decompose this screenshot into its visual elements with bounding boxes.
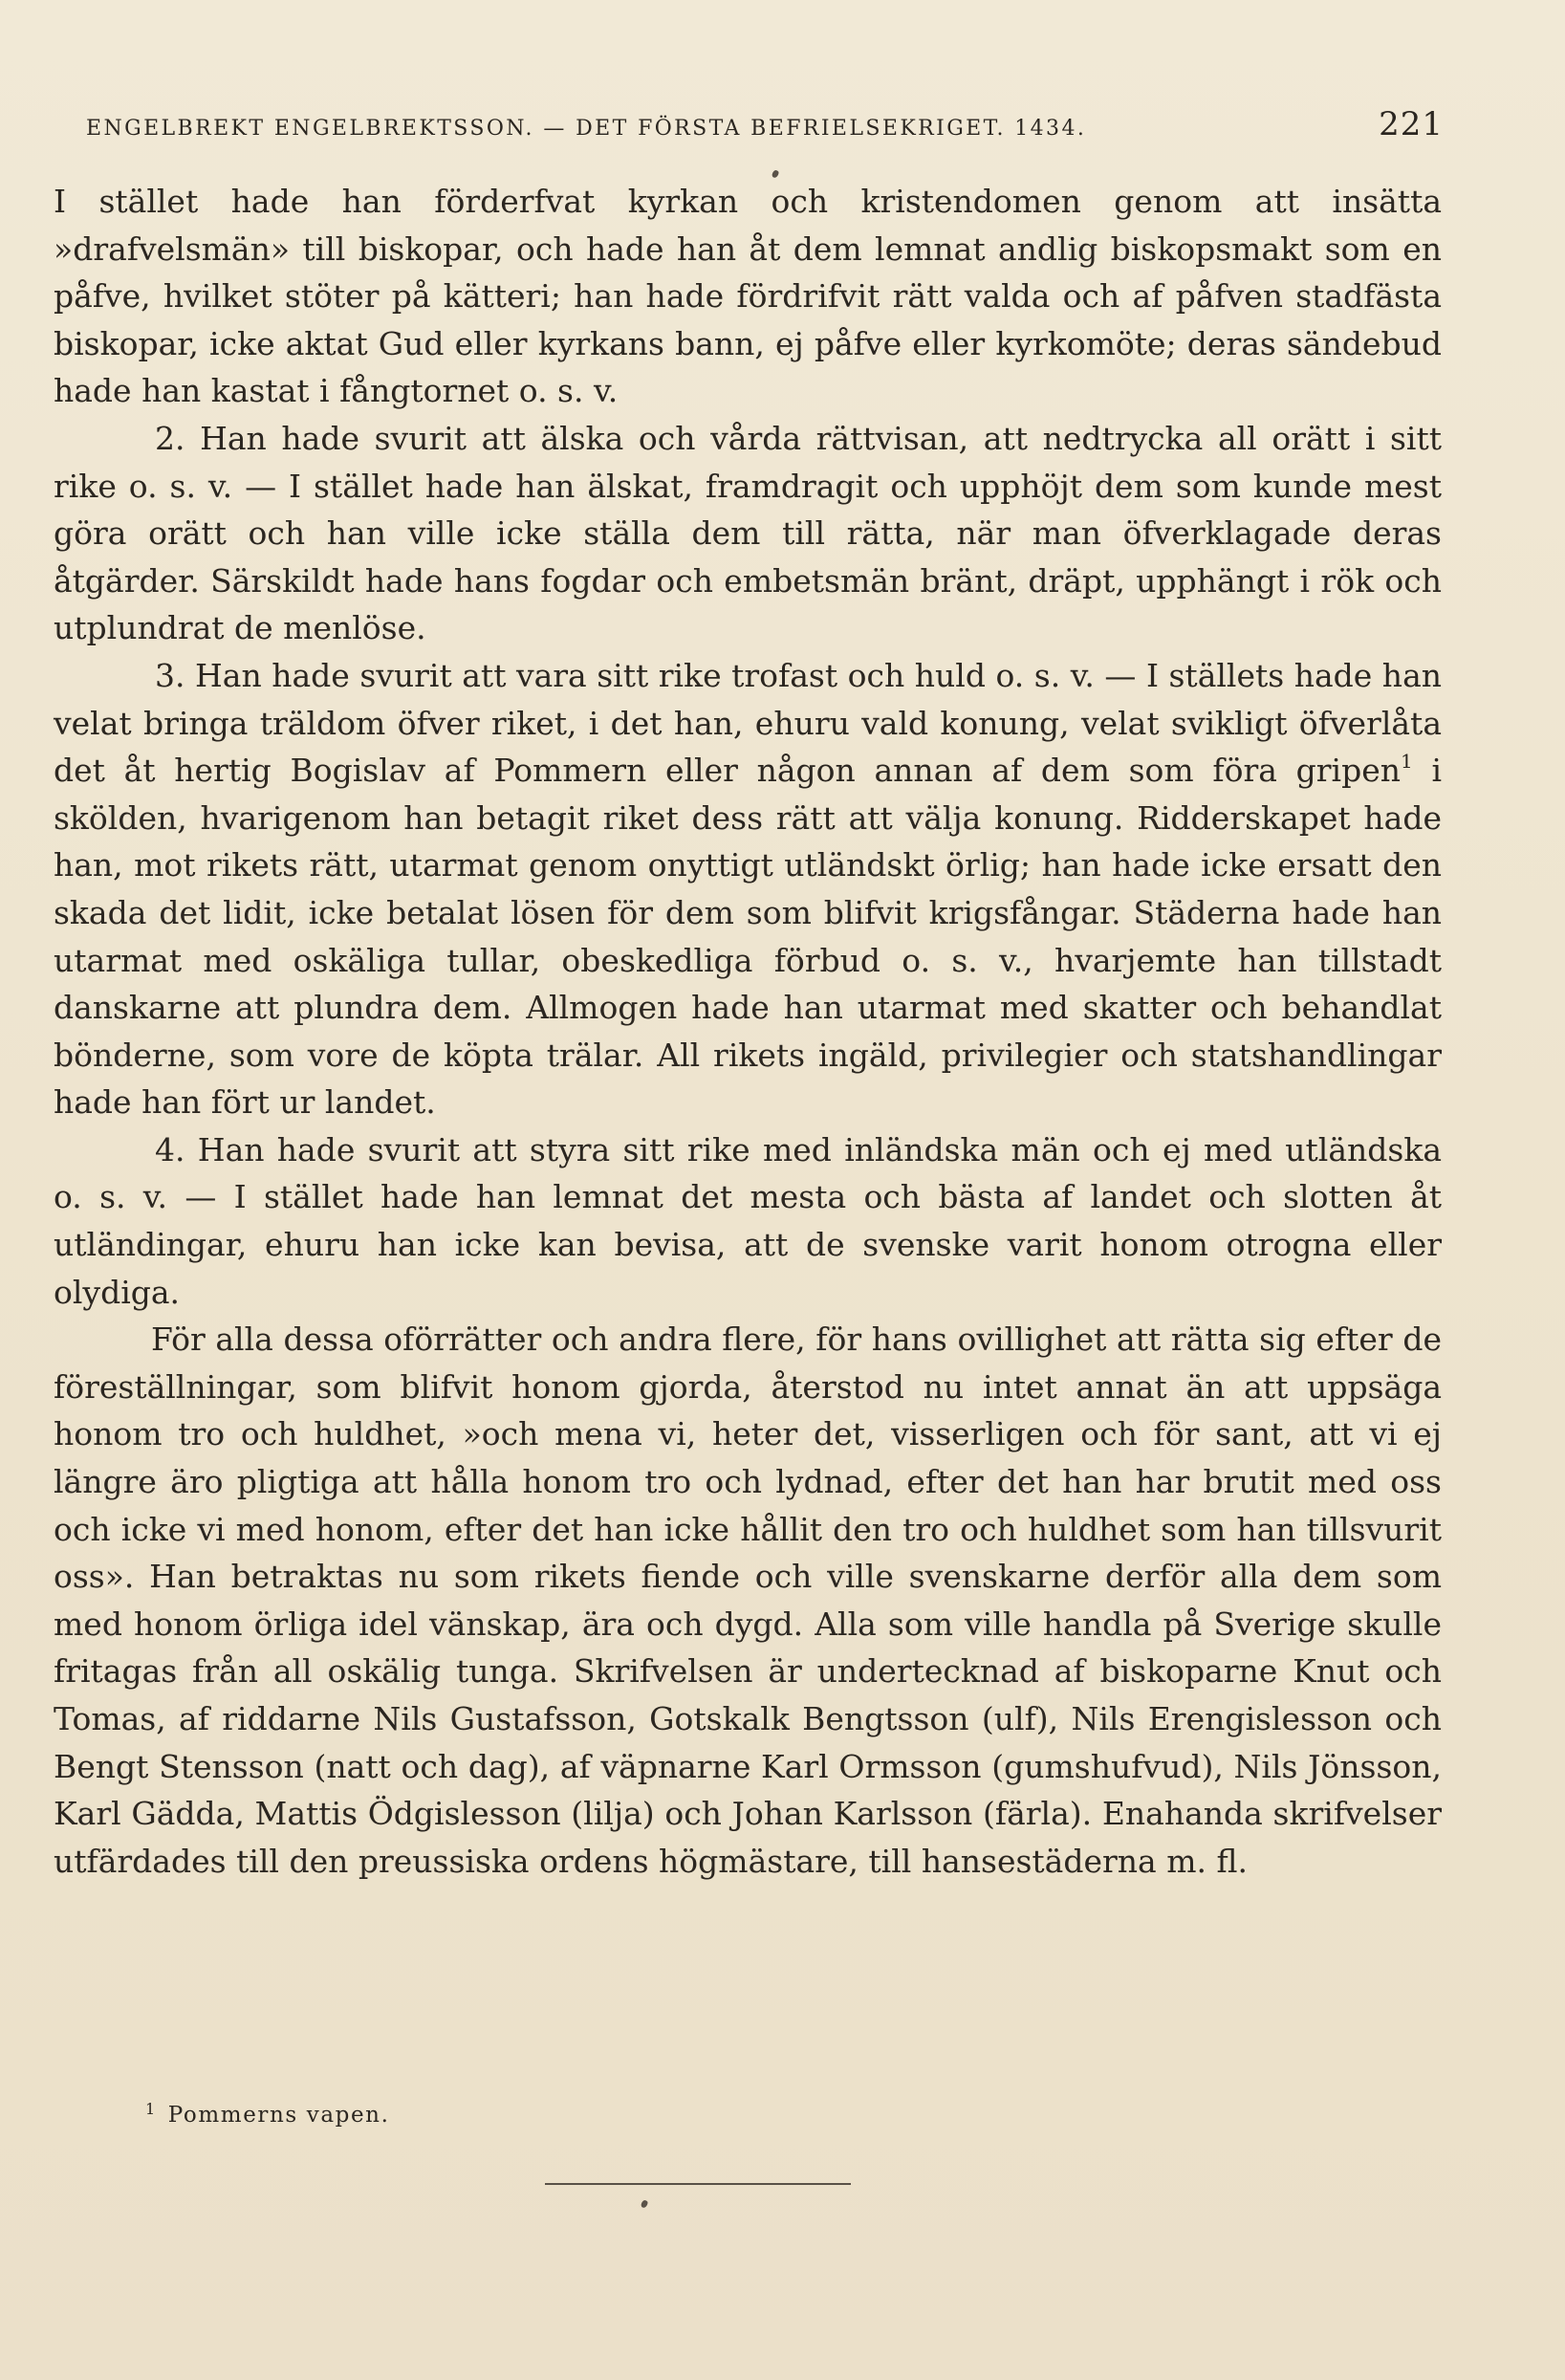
- text-line: af riddarne Nils Gustafsson, Gotskalk Bengtsson (ulf), Nils Erengislesson och: [179, 1700, 1442, 1737]
- running-head: [86, 105, 1444, 149]
- paragraph-5: [54, 1316, 1442, 1885]
- running-head-title: ENGELBREKT ENGELBREKTSSON. — DET FÖRSTA BEFRIELSEKRIGET. 1434.: [86, 117, 1087, 141]
- text-line: Bengt Stensson (natt och dag), af väpnarne Karl Ormsson (gumshufvud),: [54, 1747, 1234, 1785]
- text-line: som en påfve, hvilket stöter på kätteri; han hade fördrifvit rätt valda och af: [54, 229, 1442, 316]
- footnote-reference[interactable]: 1: [1401, 750, 1413, 774]
- text-line: än att uppsäga honom tro och huldhet, »och mena vi, heter det, visserligen: [54, 1367, 1442, 1453]
- end-rule: [545, 2183, 851, 2185]
- text-line: hållit den tro och huldhet som han tillsvurit oss». Han betraktas nu som: [54, 1510, 1442, 1596]
- ink-speck: [641, 2199, 649, 2209]
- text-line: och slotten åt utländingar, ehuru han icke kan bevisa, att de svenske varit: [54, 1178, 1443, 1264]
- text-line: »drafvelsmän» till biskopar, och hade han åt dem lemnat andlig biskopsmakt: [54, 229, 1325, 268]
- text-line: hansestäderna m. fl.: [921, 1842, 1248, 1880]
- paragraph-1: [54, 178, 1442, 415]
- footnote-text: Pommerns vapen.: [167, 2103, 390, 2128]
- text-line: och för sant, att vi ej längre äro pligtiga att hålla honom tro och lydnad,: [54, 1415, 1442, 1501]
- paragraph-4: [54, 1126, 1442, 1316]
- text-run: i skölden, hvarigenom han betagit riket dess rätt att välja konung. Ridderskapet hade han, mot rikets rätt, utarmat genom onyttigt utländskt örlig; han hade icke ersatt den skada det lidit, icke betalat lösen för dem som blifvit krigsfångar. Städerna hade han utarmat med oskäliga tullar, obeskedliga förbud o. s. v., hvarjemte han tillstadt danskarne att plundra dem. Allmogen hade han utarmat med skatter och behandlat bönderne, som vore de köpta trälar. All rikets ingäld, privilegier och statshandlingar hade han fört ur landet.: [54, 752, 1442, 1122]
- page-number: 221: [1379, 105, 1444, 143]
- text-line: För alla dessa oförrätter och andra flere, för hans ovillighet att rätta: [151, 1321, 1260, 1359]
- text-line: orätt i sitt rike o. s. v. — I stället hade han älskat, framdragit och upphöjt: [54, 419, 1442, 505]
- text-line: efter det han har brutit med oss och icke vi med honom, efter det han icke: [54, 1463, 1442, 1548]
- paragraph-2: [54, 415, 1442, 652]
- text-run: 3. Han hade svurit att vara sitt rike trofast och huld o. s. v. — I ställets hade han velat bringa träldom öfver riket, i det han, ehuru vald konung, velat svikligt öfverlåta det åt hertig Bogislav af Pommern eller någon annan af dem som föra gripen: [54, 656, 1442, 790]
- footnote: [145, 2100, 390, 2128]
- text-line: all oskälig tunga. Skrifvelsen är undertecknad af biskoparne Knut och Tomas,: [54, 1652, 1443, 1737]
- text-line: Enahanda skrifvelser utfärdades till den preussiska ordens högmästare, till: [54, 1795, 1442, 1880]
- footnote-mark: 1: [145, 2100, 157, 2118]
- text-line: honom otrogna eller olydiga.: [54, 1226, 1443, 1311]
- text-line: dem som kunde mest göra orätt och han ville icke ställa dem till rätta, när: [54, 467, 1442, 553]
- body-text: [54, 178, 1442, 1885]
- text-line: Nils Jönsson, Karl Gädda, Mattis Ödgislesson (lilja) och Johan Karlsson (färla).: [54, 1747, 1442, 1833]
- paragraph-3: [54, 652, 1442, 1126]
- text-line: vänskap, ära och dygd. Alla som ville handla på Sverige skulle fritagas från: [54, 1605, 1442, 1691]
- text-line: rikets fiende och ville svenskarne derför alla dem som med honom örliga idel: [54, 1558, 1443, 1643]
- text-line: kyrkomöte; deras sändebud hade han kastat i fångtornet o. s. v.: [54, 324, 1442, 410]
- text-line: sig efter de föreställningar, som blifvit honom gjorda, återstod nu intet annat: [54, 1321, 1442, 1406]
- text-line: bränt, dräpt, upphängt i rök och utplundrat de menlöse.: [54, 561, 1442, 647]
- text-line: I stället hade han förderfvat kyrkan och kristendomen genom att insätta: [54, 183, 1442, 220]
- text-line: 2. Han hade svurit att älska och vårda rättvisan, att nedtrycka all: [155, 419, 1272, 457]
- text-line: man öfverklagade deras åtgärder. Särskildt hade hans fogdar och embetsmän: [54, 514, 1442, 600]
- text-line: utländska o. s. v. — I stället hade han lemnat det mesta och bästa af landet: [54, 1130, 1442, 1216]
- text-line: 4. Han hade svurit att styra sitt rike med inländska män och ej med: [155, 1130, 1286, 1168]
- text-line: påfven stadfästa biskopar, icke aktat Gud eller kyrkans bann, ej påfve eller: [54, 277, 1442, 362]
